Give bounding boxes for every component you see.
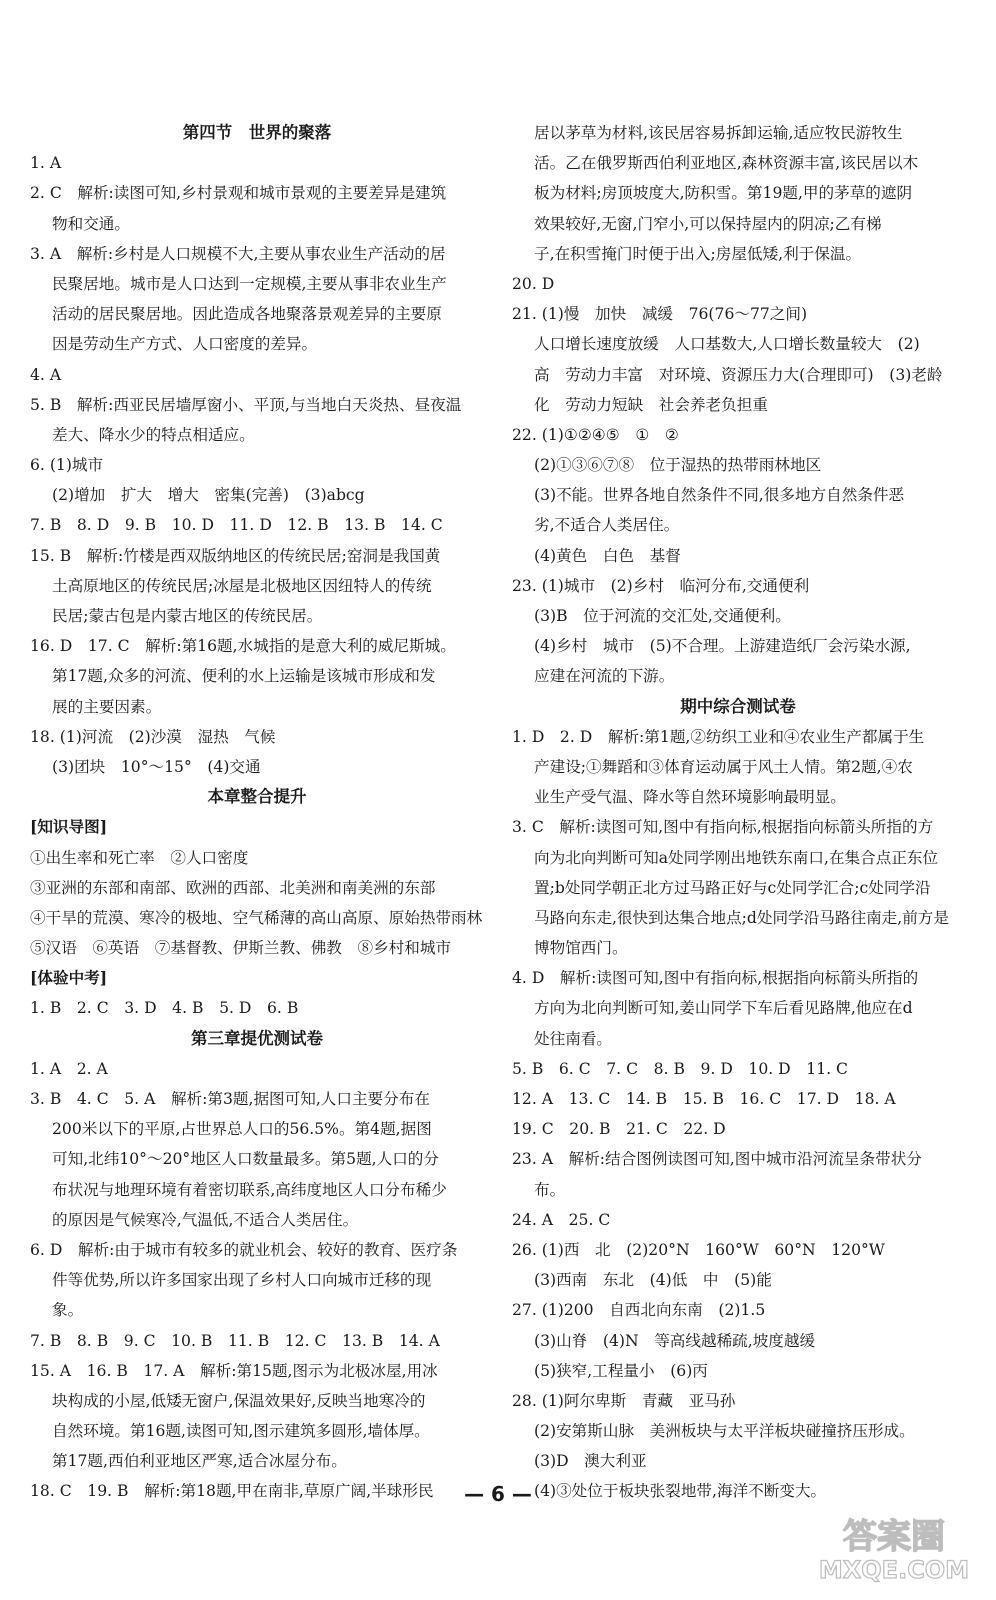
text-line: 28. (1)阿尔卑斯 青藏 亚马孙	[512, 1391, 736, 1410]
text-line: 2. C 解析:读图可知,乡村景观和城市景观的主要差异是建筑	[30, 184, 447, 203]
text-line: 6. D 解析:由于城市有较多的就业机会、较好的教育、医疗条	[30, 1240, 458, 1259]
text-line: [知识导图]	[30, 817, 108, 837]
text-line: 民居;蒙古包是内蒙古地区的传统民居。	[52, 607, 323, 625]
text-line: 第17题,西伯利亚地区严寒,适合冰屋分布。	[52, 1452, 347, 1471]
text-line: 马路向东走,很快到达集合地点;d处同学沿马路往南走,前方是	[534, 908, 949, 927]
text-line: 23. A 解析:结合图例读图可知,图中城市沿河流呈条带状分	[512, 1150, 922, 1169]
text-line: 1. D 2. D 解析:第1题,②纺织工业和④农业生产都属于生	[512, 727, 925, 746]
text-line: 布状况与地理环境有着密切联系,高纬度地区人口分布稀少	[52, 1180, 447, 1199]
text-line: 3. B 4. C 5. A 解析:第3题,据图可知,人口主要分布在	[30, 1090, 430, 1108]
text-line: 1. A	[30, 154, 62, 173]
text-line: (4)乡村 城市 (5)不合理。上游建造纸厂会污染水源,	[534, 637, 911, 656]
text-line: 4. D 解析:读图可知,图中有指向标,根据指向标箭头所指的	[512, 969, 919, 988]
text-line: 15. B 解析:竹楼是西双版纳地区的传统民居;窑洞是我国黄	[30, 546, 441, 565]
text-line: ④干旱的荒漠、寒冷的极地、空气稀薄的高山高原、原始热带雨林	[30, 908, 483, 927]
text-line: 20. D	[512, 274, 555, 293]
text-line: 6. (1)城市	[30, 456, 104, 475]
text-line: 方向为北向判断可知,姜山同学下车后看见路牌,他应在d	[534, 999, 913, 1018]
text-line: 21. (1)慢 加快 减缓 76(76～77之间)	[512, 305, 808, 324]
watermark-title: 答案圈	[843, 1517, 945, 1557]
text-line: 向为北向判断可知a处同学刚出地铁东南口,在集合点正东位	[534, 848, 939, 867]
text-line: 的原因是气候寒冷,气温低,不适合人类居住。	[52, 1210, 359, 1229]
text-line: 件等优势,所以许多国家出现了乡村人口向城市迁移的现	[52, 1271, 432, 1290]
right-column	[512, 118, 964, 1507]
text-line: 土高原地区的传统民居;冰屋是北极地区因纽特人的传统	[52, 576, 432, 595]
text-line: 差大、降水少的特点相适应。	[52, 425, 255, 444]
text-line: 应建在河流的下游。	[534, 667, 675, 686]
text-line: 可知,北纬10°～20°地区人口数量最多。第5题,人口的分	[52, 1150, 439, 1169]
text-line: 7. B 8. B 9. C 10. B 11. B 12. C 13. B 14. A	[30, 1331, 440, 1350]
text-line: [体验中考]	[30, 968, 108, 988]
text-line: 居以茅草为材料,该民居容易拆卸运输,适应牧民游牧生	[534, 124, 903, 142]
text-line: 12. A 13. C 14. B 15. B 16. C 17. D 18. A	[512, 1090, 896, 1108]
text-line: 板为材料;房顶坡度大,防积雪。第19题,甲的茅草的遮阴	[534, 184, 913, 203]
section-heading: 期中综合测试卷	[680, 696, 796, 716]
text-line: 布。	[534, 1180, 566, 1199]
text-line: 劣,不适合人类居住。	[534, 516, 680, 535]
text-line: (4)黄色 白色 基督	[534, 546, 681, 565]
text-line: 民聚居地。城市是人口达到一定规模,主要从事非农业生产	[52, 274, 447, 293]
text-line: 3. A 解析:乡村是人口规模不大,主要从事农业生产活动的居	[30, 244, 446, 263]
text-line: 24. A 25. C	[512, 1210, 611, 1229]
text-line: 4. A	[30, 365, 62, 384]
text-line: 象。	[52, 1301, 84, 1320]
left-column	[30, 118, 484, 1507]
text-line: (3)D 澳大利亚	[534, 1452, 647, 1471]
section-heading: 第三章提优测试卷	[191, 1028, 323, 1048]
text-line: 高 劳动力丰富 对环境、资源压力大(合理即可) (3)老龄	[534, 365, 943, 384]
text-line: 27. (1)200 自西北向东南 (2)1.5	[512, 1301, 766, 1320]
text-line: (3)团块 10°～15° (4)交通	[52, 757, 261, 776]
text-line: 效果较好,无窗,门窄小,可以保持屋内的阴凉;乙有梯	[534, 214, 882, 233]
text-line: 因是劳动生产方式、人口密度的差异。	[52, 335, 318, 354]
text-line: 物和交通。	[52, 214, 130, 233]
text-line: 人口增长速度放缓 人口基数大,人口增长数量较大 (2)	[534, 335, 920, 354]
text-line: 15. A 16. B 17. A 解析:第15题,图示为北极冰屋,用冰	[30, 1361, 438, 1380]
text-line: (2)增加 扩大 增大 密集(完善) (3)abcg	[52, 486, 365, 505]
section-heading: 本章整合提升	[207, 787, 307, 807]
text-line: 化 劳动力短缺 社会养老负担重	[534, 395, 768, 414]
text-line: (5)狭窄,工程量小 (6)丙	[534, 1361, 708, 1380]
text-line: 19. C 20. B 21. C 22. D	[512, 1120, 726, 1139]
text-line: ③亚洲的东部和南部、欧洲的西部、北美洲和南美洲的东部	[30, 878, 436, 897]
text-line: 23. (1)城市 (2)乡村 临河分布,交通便利	[512, 576, 810, 595]
text-line: (2)安第斯山脉 美洲板块与太平洋板块碰撞挤压形成。	[534, 1422, 915, 1441]
text-line: 自然环境。第16题,读图可知,图示建筑多圆形,墙体厚。	[52, 1422, 430, 1441]
text-line: 块构成的小屋,低矮无窗户,保温效果好,反映当地寒冷的	[52, 1391, 426, 1410]
text-line: (3)B 位于河流的交汇处,交通便利。	[534, 607, 791, 625]
text-line: (2)①③⑥⑦⑧ 位于湿热的热带雨林地区	[534, 456, 822, 475]
text-line: ①出生率和死亡率 ②人口密度	[30, 848, 249, 867]
text-line: 业生产受气温、降水等自然环境影响最明显。	[534, 788, 846, 807]
text-line: 18. C 19. B 解析:第18题,甲在南非,草原广阔,半球形民	[30, 1482, 434, 1501]
text-line: (3)山脊 (4)N 等高线越稀疏,坡度越缓	[534, 1331, 816, 1350]
text-line: (4)③处位于板块张裂地带,海洋不断变大。	[534, 1482, 827, 1501]
text-line: 26. (1)西 北 (2)20°N 160°W 60°N 120°W	[512, 1240, 885, 1259]
text-line: (3)西南 东北 (4)低 中 (5)能	[534, 1271, 772, 1290]
text-line: 置;b处同学朝正北方过马路正好与c处同学汇合;c处同学沿	[534, 878, 931, 897]
page-number: — 6 —	[464, 1482, 532, 1506]
watermark-logo	[804, 1510, 984, 1586]
text-line: 3. C 解析:读图可知,图中有指向标,根据指向标箭头所指的方	[512, 818, 934, 837]
text-line: 产建设;①舞蹈和③体育运动属于风土人情。第2题,④农	[534, 757, 913, 776]
text-line: 16. D 17. C 解析:第16题,水城指的是意大利的威尼斯城。	[30, 637, 456, 656]
text-line: 处往南看。	[534, 1029, 612, 1048]
text-line: 展的主要因素。	[52, 697, 162, 716]
text-line: 1. B 2. C 3. D 4. B 5. D 6. B	[30, 999, 299, 1018]
text-line: 5. B 6. C 7. C 8. B 9. D 10. D 11. C	[512, 1059, 848, 1078]
text-line: 7. B 8. D 9. B 10. D 11. D 12. B 13. B 14. C	[30, 516, 443, 535]
text-line: ⑤汉语 ⑥英语 ⑦基督教、伊斯兰教、佛教 ⑧乡村和城市	[30, 939, 452, 958]
text-line: 博物馆西门。	[534, 939, 628, 958]
text-line: 18. (1)河流 (2)沙漠 湿热 气候	[30, 727, 276, 746]
text-line: 活。乙在俄罗斯西伯利亚地区,森林资源丰富,该民居以木	[534, 154, 919, 173]
text-line: 5. B 解析:西亚民居墙厚窗小、平顶,与当地白天炎热、昼夜温	[30, 395, 462, 414]
text-line: 活动的居民聚居地。因此造成各地聚落景观差异的主要原	[52, 305, 442, 324]
text-line: 22. (1)①②④⑤ ① ②	[512, 425, 679, 444]
text-line: (3)不能。世界各地自然条件不同,很多地方自然条件恶	[534, 486, 905, 505]
text-line: 200米以下的平原,占世界总人口的56.5%。第4题,据图	[52, 1120, 432, 1139]
watermark-url: MXQE.COM	[818, 1556, 970, 1584]
section-heading: 第四节 世界的聚落	[182, 123, 332, 142]
text-line: 1. A 2. A	[30, 1059, 108, 1078]
text-line: 第17题,众多的河流、便利的水上运输是该城市形成和发	[52, 667, 436, 686]
text-line: 子,在积雪掩门时便于出入;房屋低矮,利于保温。	[534, 244, 862, 263]
